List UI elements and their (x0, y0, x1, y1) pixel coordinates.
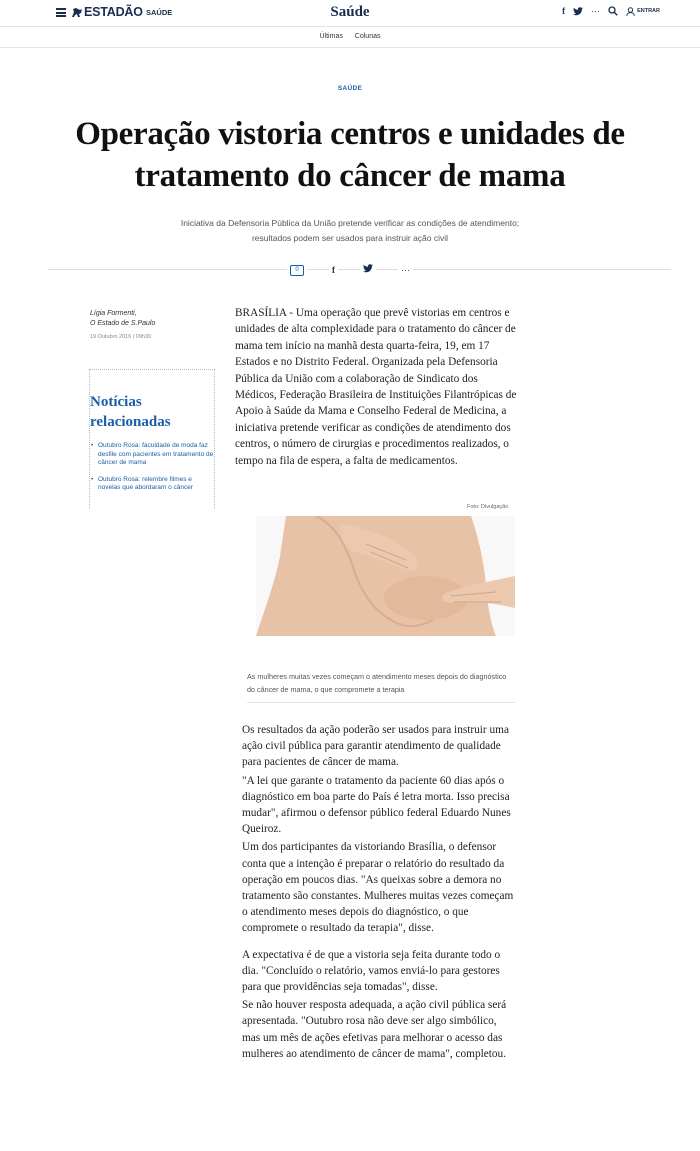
article-title: Operação vistoria centros e unidades de tratamento do câncer de mama (75, 116, 625, 194)
share-bar (0, 263, 700, 276)
horse-icon (71, 7, 83, 18)
menu-icon[interactable] (56, 8, 66, 17)
photo-caption: As mulheres muitas vezes começam o atendimento meses depois do diagnóstico do câncer de mama, o que compromete a terapia (247, 671, 515, 703)
twitter-icon[interactable] (573, 7, 583, 16)
related-heading: Notícias relacionadas (90, 394, 171, 430)
user-icon (626, 7, 635, 16)
related-news-box (89, 369, 215, 509)
subnav-item-ultimas[interactable]: Últimas (319, 33, 343, 40)
publish-date: 19 Outubro 2016 | 09h30 (90, 334, 152, 340)
article-photo[interactable] (256, 516, 515, 636)
sub-navigation (0, 27, 700, 48)
login-button[interactable] (626, 7, 660, 16)
article-paragraph: A expectativa é de que a vistoria seja feita durante todo o dia. "Concluído o relatório, vamos enviá-lo para gestores para que providências seja tomadas", disse. (242, 948, 501, 994)
article-body (242, 722, 517, 1064)
subnav-item-colunas[interactable]: Colunas (354, 33, 381, 40)
article-kicker[interactable]: SAÚDE (337, 85, 363, 92)
share-more-icon[interactable]: ··· (398, 265, 413, 275)
article-paragraph-lead: BRASÍLIA - Uma operação que prevê vistorias em centros e unidades de alta complexidade para o tratamento do câncer de mama tem início na manhã desta quarta-feira, 19, em 17 Estados e no Distrito Federal. Organizada pela Defensoria Pública da União com a colaboração de Sindicato dos Médicos, Federação Brasileira de Instituições Filantrópicas de Apoio à Saúde da Mama e Conselho Federal de Medicina, a iniciativa pretende verificar as condições de atendimento dos centros, o número de cirurgias e procedimentos realizados, o tempo na fila de espera, a falta de medicamentos. (235, 307, 517, 467)
related-item[interactable]: • Outubro Rosa: relembre filmes e novelas que abordaram o câncer (90, 476, 214, 493)
top-bar (0, 0, 700, 27)
related-item[interactable]: • Outubro Rosa: faculdade de moda faz desfile com pacientes em tratamento de câncer de mama (90, 442, 214, 468)
more-icon[interactable]: ··· (591, 6, 601, 16)
photo-credit: Foto: Divulgação (467, 504, 509, 510)
article-paragraph: "A lei que garante o tratamento da paciente 60 dias após o diagnóstico em boa parte do País é letra morta. Isso precisa mudar", afirmou o defensor público federal Eduardo Nunes Queiroz. (242, 774, 511, 836)
section-title[interactable]: Saúde (330, 4, 370, 20)
search-icon[interactable] (608, 6, 618, 16)
comment-count: 0 (290, 265, 304, 276)
share-twitter-icon[interactable] (360, 264, 376, 275)
author-outlet: O Estado de S.Paulo (90, 320, 156, 327)
byline (90, 309, 155, 342)
section-link[interactable]: SAÚDE (146, 8, 173, 17)
comments-button[interactable] (287, 263, 307, 276)
author-name[interactable]: Lígia Formenti, (90, 310, 137, 317)
estadao-logo[interactable] (71, 5, 143, 19)
article-paragraph: Um dos participantes da vistoriando Brasília, o defensor conta que a intenção é preparar o relatório do resultado da operação em poucos dias. "As queixas sobre a demora no tratamento são constantes. Mulheres muitas vezes começam o atendimento meses depois do diagnóstico, o que compromete o resultado da terapia", disse. (242, 841, 514, 935)
article-paragraph: Se não houver resposta adequada, a ação civil pública será apresentada. "Outubro rosa não deve ser algo simbólico, mas um mês de ações efetivas para melhorar o acesso das mulheres ao atendimento de câncer de mama", completou. (242, 999, 507, 1060)
login-label: ENTRAR (637, 8, 660, 14)
brand-name: ESTADÃO (84, 5, 143, 19)
facebook-icon[interactable]: f (562, 6, 566, 16)
header-actions (562, 6, 660, 16)
article-lede: Iniciativa da Defensoria Pública da União pretende verificar as condições de atendimento; resultados podem ser usados para instruir ação civil (180, 218, 520, 243)
article-paragraph: Os resultados da ação poderão ser usados para instruir uma ação civil pública para garantir atendimento de qualidade para pacientes de câncer de mama. (242, 724, 509, 769)
share-facebook-icon[interactable]: f (329, 265, 338, 275)
